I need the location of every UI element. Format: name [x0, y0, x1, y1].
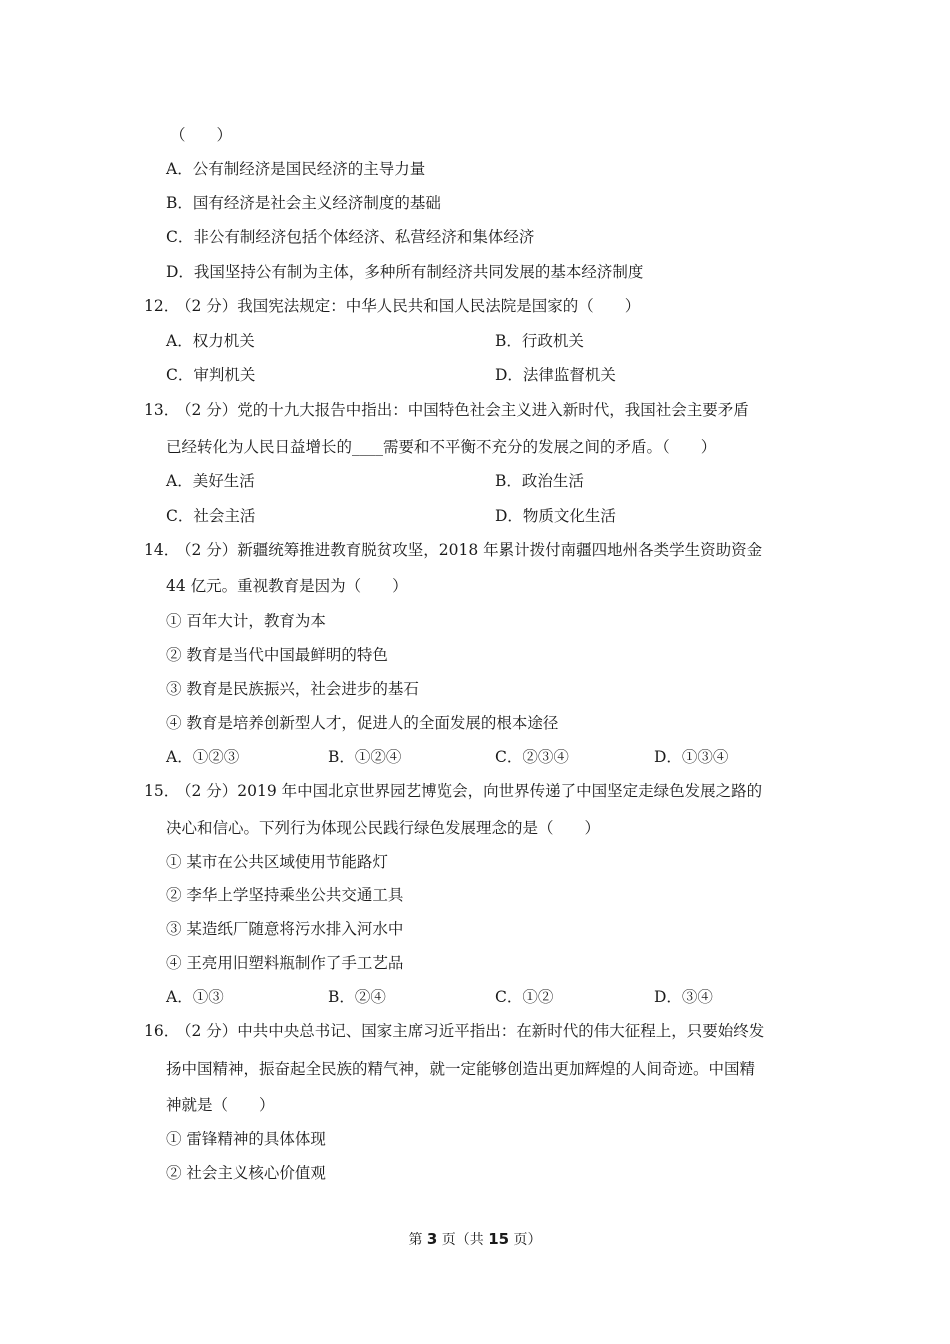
footer-total-pages: 15: [488, 1230, 510, 1248]
q14-option-c: C．②③④: [495, 748, 569, 766]
q12-stem: （2 分）我国宪法规定：中华人民共和国人民法院是国家的（ ）: [176, 297, 641, 315]
q11-option-a: A．公有制经济是国民经济的主导力量: [166, 160, 426, 178]
q16-stem-line2: 扬中国精神，振奋起全民族的精气神，就一定能够创造出更加辉煌的人间奇迹。中国精: [166, 1060, 756, 1078]
q12-option-d: D．法律监督机关: [495, 366, 616, 384]
q14-option-d: D．①③④: [654, 748, 729, 766]
footer-page-number: 3: [426, 1230, 438, 1248]
q14-item-1: ① 百年大计，教育为本: [166, 612, 326, 630]
q12-option-a: A．权力机关: [166, 332, 255, 350]
q15-number: 15．: [144, 782, 180, 800]
q16-item-1: ① 雷锋精神的具体体现: [166, 1130, 326, 1148]
q11-option-d: D．我国坚持公有制为主体，多种所有制经济共同发展的基本经济制度: [166, 263, 644, 281]
footer-middle: 页（共: [437, 1232, 489, 1248]
q16-number: 16．: [144, 1022, 180, 1040]
q14-item-2: ② 教育是当代中国最鲜明的特色: [166, 646, 388, 664]
q16-item-2: ② 社会主义核心价值观: [166, 1164, 326, 1182]
q12-number: 12．: [144, 297, 180, 315]
q15-option-b: B．②④: [328, 988, 386, 1006]
q15-item-4: ④ 王亮用旧塑料瓶制作了手工艺品: [166, 954, 404, 972]
q14-option-a: A．①②③: [166, 748, 240, 766]
q12-option-c: C．审判机关: [166, 366, 256, 384]
footer-suffix: 页）: [509, 1232, 542, 1248]
q15-item-2: ② 李华上学坚持乘坐公共交通工具: [166, 886, 404, 904]
footer-prefix: 第: [408, 1232, 427, 1248]
q11-paren: （ ）: [170, 126, 233, 144]
q15-option-a: A．①③: [166, 988, 224, 1006]
q14-stem-line2: 44 亿元。重视教育是因为（ ）: [166, 577, 408, 595]
q16-stem-line1: （2 分）中共中央总书记、国家主席习近平指出：在新时代的伟大征程上，只要始终发: [176, 1022, 765, 1040]
q15-stem-line2: 决心和信心。下列行为体现公民践行绿色发展理念的是（ ）: [166, 819, 601, 837]
q13-stem-line1: （2 分）党的十九大报告中指出：中国特色社会主义进入新时代，我国社会主要矛盾: [176, 401, 749, 419]
page-footer: [0, 1228, 950, 1251]
q15-item-3: ③ 某造纸厂随意将污水排入河水中: [166, 920, 404, 938]
q12-option-b: B．行政机关: [495, 332, 584, 350]
q15-option-c: C．①②: [495, 988, 554, 1006]
q13-option-a: A．美好生活: [166, 472, 255, 490]
q11-option-c: C．非公有制经济包括个体经济、私营经济和集体经济: [166, 228, 535, 246]
q15-option-d: D．③④: [654, 988, 713, 1006]
q16-stem-line3: 神就是（ ）: [166, 1096, 275, 1114]
q13-option-c: C．社会主活: [166, 507, 256, 525]
q11-option-b: B．国有经济是社会主义经济制度的基础: [166, 194, 441, 212]
q14-option-b: B．①②④: [328, 748, 402, 766]
q15-stem-line1: （2 分）2019 年中国北京世界园艺博览会，向世界传递了中国坚定走绿色发展之路的: [176, 782, 763, 800]
q14-number: 14．: [144, 541, 180, 559]
q14-item-4: ④ 教育是培养创新型人才，促进人的全面发展的根本途径: [166, 714, 559, 732]
q14-stem-line1: （2 分）新疆统筹推进教育脱贫攻坚，2018 年累计拨付南疆四地州各类学生资助资金: [176, 541, 763, 559]
q13-option-b: B．政治生活: [495, 472, 584, 490]
q13-stem-line2: 已经转化为人民日益增长的____需要和不平衡不充分的发展之间的矛盾。（ ）: [166, 438, 717, 456]
q15-item-1: ① 某市在公共区域使用节能路灯: [166, 853, 388, 871]
q14-item-3: ③ 教育是民族振兴，社会进步的基石: [166, 680, 419, 698]
q13-option-d: D．物质文化生活: [495, 507, 616, 525]
q13-number: 13．: [144, 401, 180, 419]
